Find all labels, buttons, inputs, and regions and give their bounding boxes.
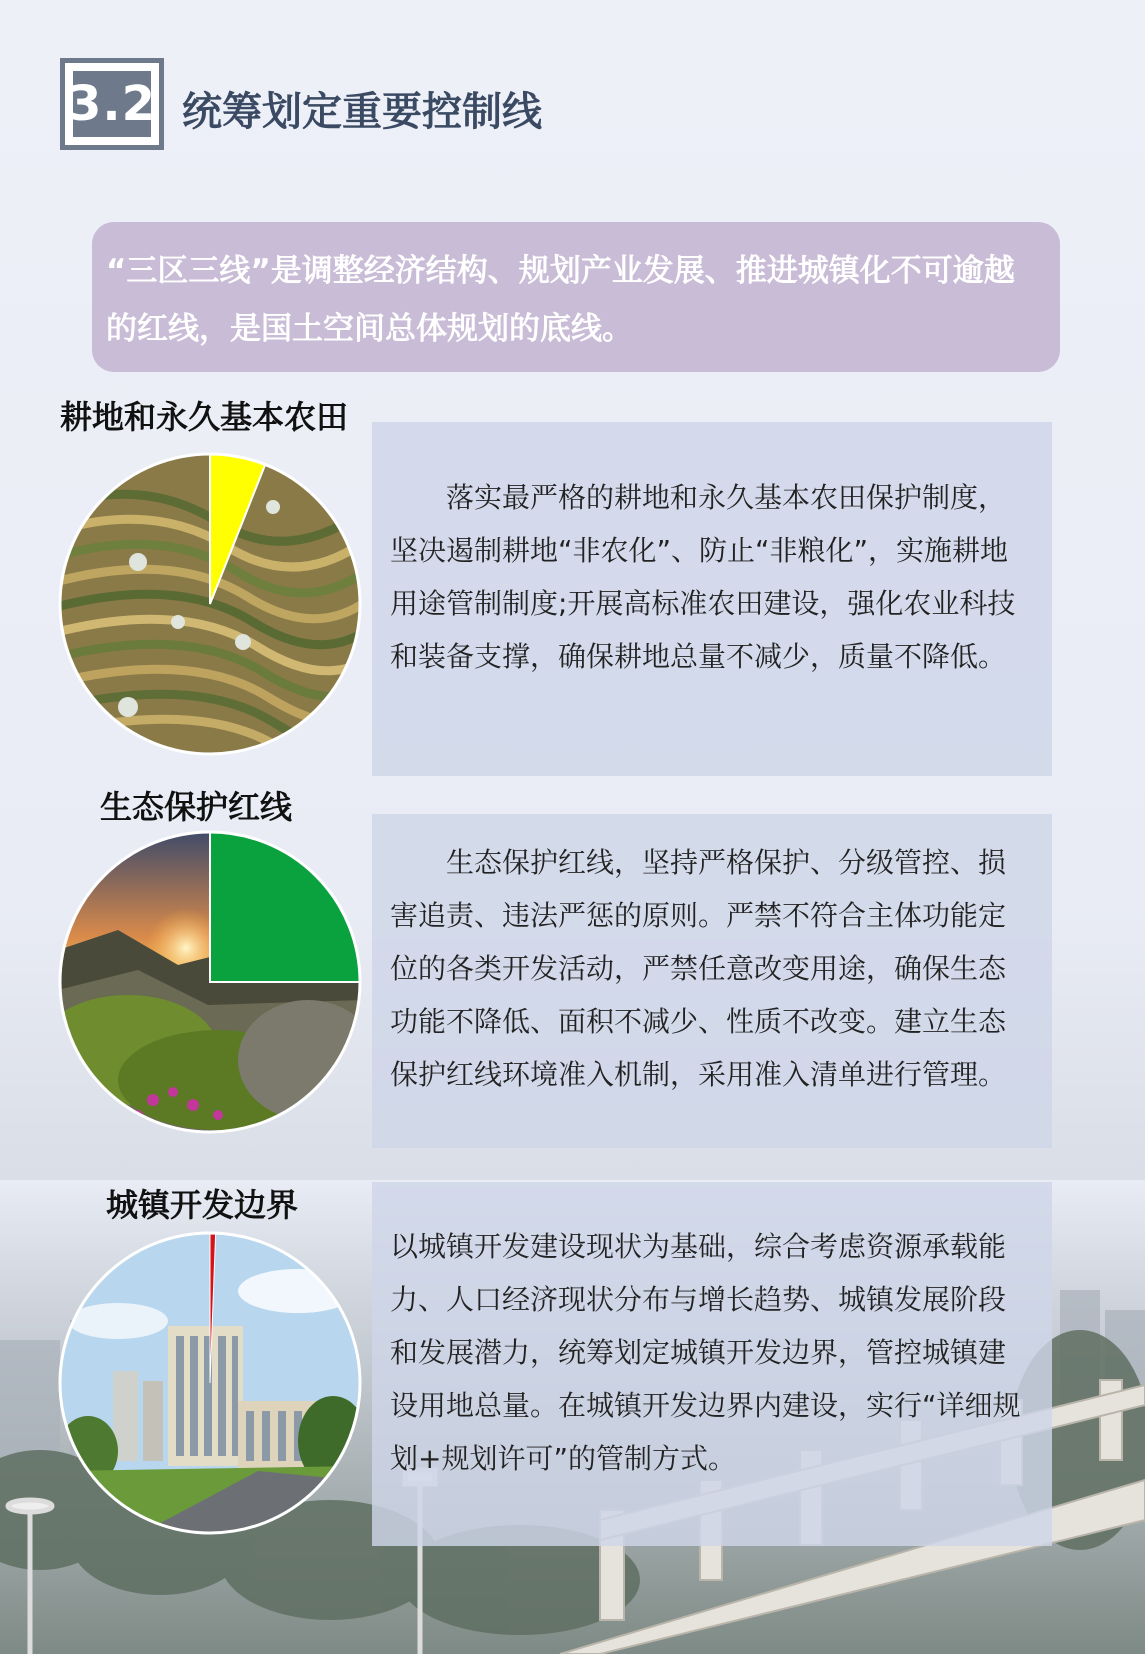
town-section-title: 城镇开发边界 xyxy=(106,1186,299,1224)
farmland-text-card xyxy=(372,422,1052,776)
town-buildings-photo xyxy=(58,1228,362,1538)
intro-banner xyxy=(92,222,1060,372)
town-text-card xyxy=(372,1182,1052,1546)
intro-text: “三区三线”是调整经济结构、规划产业发展、推进城镇化不可逾越的红线，是国土空间总体规划的底线。 xyxy=(106,253,1015,347)
farmland-body-text: 落实最严格的耕地和永久基本农田保护制度，坚决遏制耕地“非农化”、防止“非粮化”，实施耕地用途管制制度;开展高标准农田建设，强化农业科技和装备支撑，确保耕地总量不减少，质量不降低。 xyxy=(390,481,1016,673)
section-number: 3.2 xyxy=(73,71,151,137)
eco-section-title: 生态保护红线 xyxy=(100,788,293,826)
terraced-farmland-photo xyxy=(58,452,362,756)
section-number-box xyxy=(60,58,164,150)
eco-body-text: 生态保护红线，坚持严格保护、分级管控、损害追责、违法严惩的原则。严禁不符合主体功能定位的各类开发活动，严禁任意改变用途，确保生态功能不降低、面积不减少、性质不改变。建立生态保护红线环境准入机制，采用准入清单进行管理。 xyxy=(390,846,1007,1091)
mountain-sunset-photo xyxy=(58,830,362,1134)
eco-text-card xyxy=(372,814,1052,1148)
farmland-section-title: 耕地和永久基本农田 xyxy=(60,398,349,436)
page-title: 统筹划定重要控制线 xyxy=(182,89,542,135)
town-body-text: 以城镇开发建设现状为基础，综合考虑资源承载能力、人口经济现状分布与增长趋势、城镇发展阶段和发展潜力，统筹划定城镇开发边界，管控城镇建设用地总量。在城镇开发边界内建设，实行“详细规划+规划许可”的管制方式。 xyxy=(390,1230,1021,1475)
